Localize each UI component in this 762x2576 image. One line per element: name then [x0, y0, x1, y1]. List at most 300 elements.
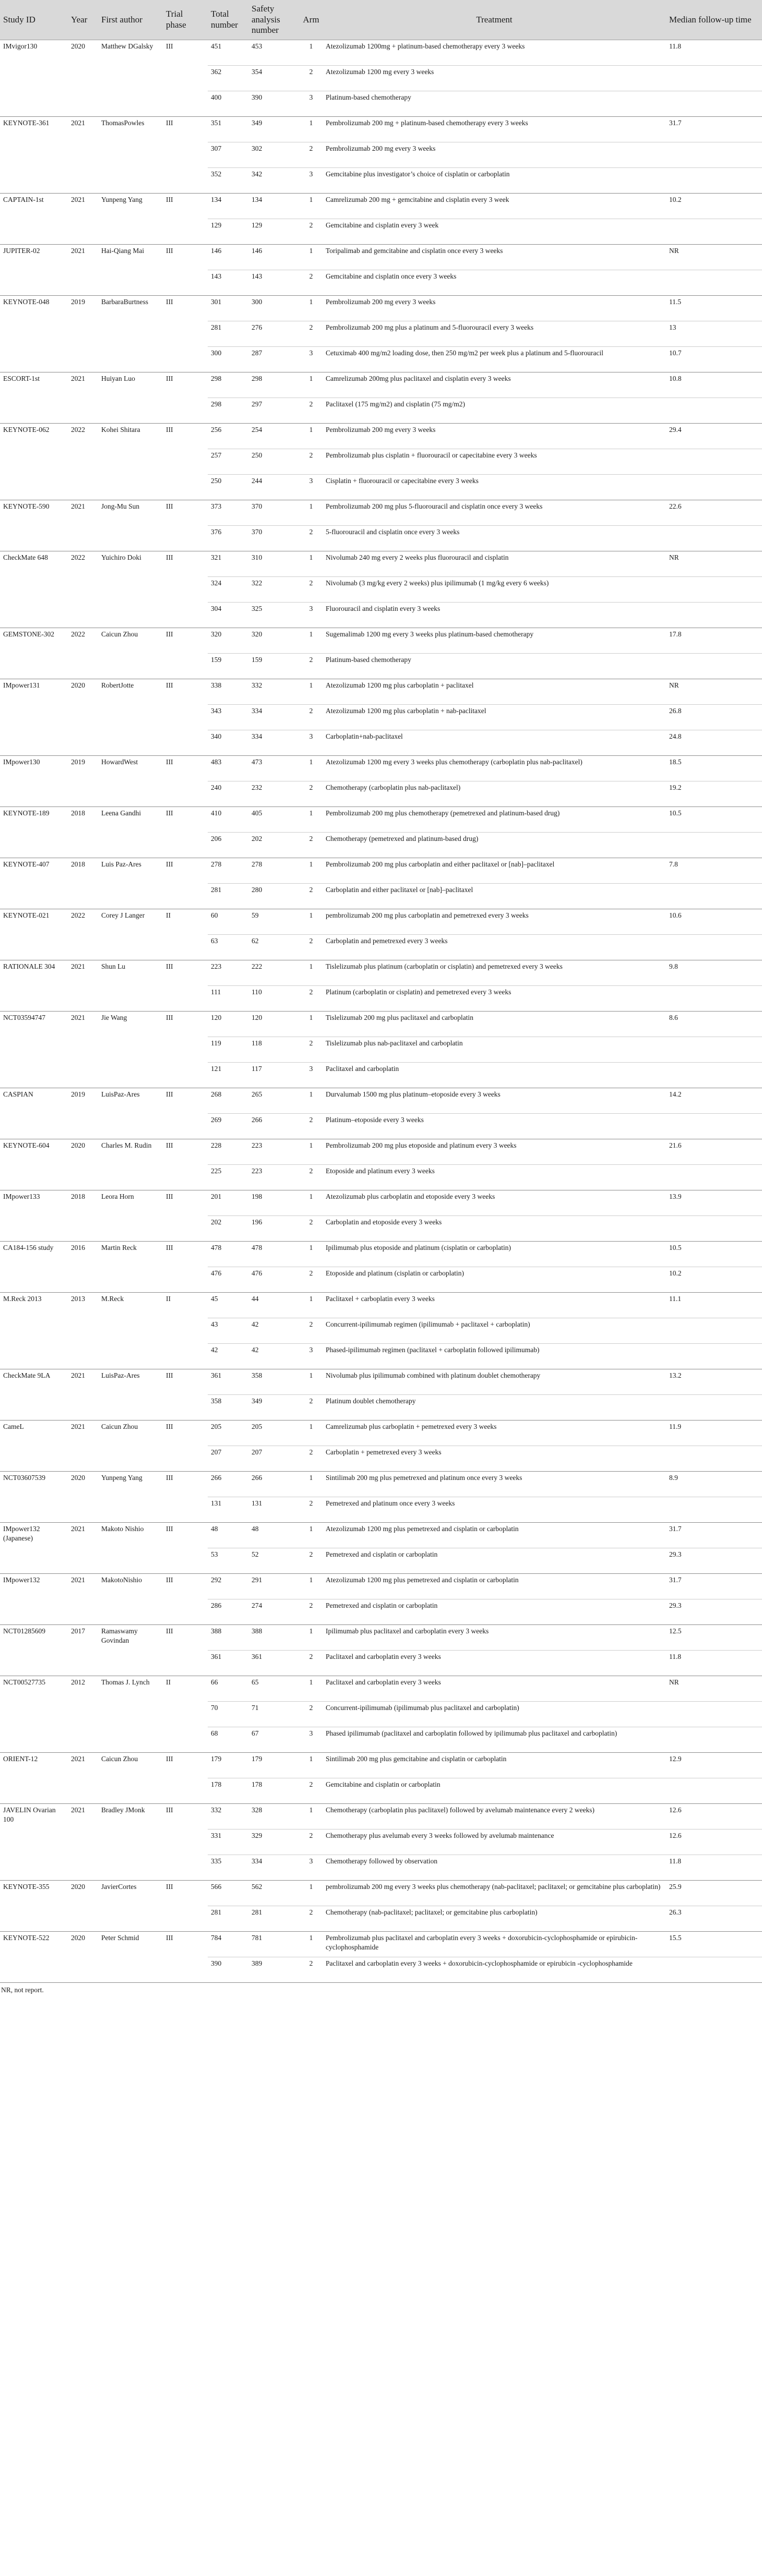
- cell-first-author: [98, 1829, 163, 1855]
- cell-safety-number: 280: [248, 884, 300, 909]
- cell-follow-up: 10.5: [666, 807, 762, 833]
- cell-trial-phase: III: [163, 1472, 208, 1497]
- table-row: [0, 1548, 762, 1574]
- cell-trial-phase: [163, 219, 208, 245]
- cell-total-number: 68: [208, 1727, 248, 1753]
- cell-total-number: 228: [208, 1139, 248, 1165]
- cell-trial-phase: [163, 1318, 208, 1344]
- table-row: [0, 1753, 762, 1778]
- cell-safety-number: 332: [248, 679, 300, 705]
- cell-first-author: MakotoNishio: [98, 1574, 163, 1599]
- cell-total-number: 352: [208, 168, 248, 194]
- cell-treatment: Atezolizumab plus carboplatin and etoposide every 3 weeks: [323, 1190, 666, 1216]
- cell-year: [68, 1651, 98, 1676]
- cell-treatment: Paclitaxel and carboplatin: [323, 1063, 666, 1088]
- cell-first-author: M.Reck: [98, 1293, 163, 1318]
- cell-first-author: Ramaswamy Govindan: [98, 1625, 163, 1651]
- cell-arm: 1: [300, 858, 323, 884]
- cell-safety-number: 196: [248, 1216, 300, 1242]
- cell-first-author: ThomasPowles: [98, 117, 163, 142]
- cell-arm: 1: [300, 1625, 323, 1651]
- cell-first-author: [98, 398, 163, 424]
- cell-total-number: 338: [208, 679, 248, 705]
- cell-trial-phase: III: [163, 1421, 208, 1446]
- cell-year: 2021: [68, 960, 98, 986]
- cell-treatment: Pemetrexed and cisplatin or carboplatin: [323, 1548, 666, 1574]
- cell-trial-phase: III: [163, 40, 208, 66]
- cell-total-number: 256: [208, 424, 248, 449]
- cell-safety-number: 370: [248, 526, 300, 551]
- table-row: [0, 781, 762, 807]
- cell-treatment: Atezolizumab 1200 mg plus carboplatin + nab-paclitaxel: [323, 705, 666, 730]
- cell-follow-up: [666, 1957, 762, 1983]
- table-row: [0, 526, 762, 551]
- cell-arm: 2: [300, 1114, 323, 1139]
- cell-treatment: Chemotherapy plus avelumab every 3 weeks followed by avelumab maintenance: [323, 1829, 666, 1855]
- cell-trial-phase: III: [163, 858, 208, 884]
- table-row: [0, 66, 762, 91]
- cell-study-id: [0, 1344, 68, 1369]
- cell-total-number: 361: [208, 1369, 248, 1395]
- cell-total-number: 143: [208, 270, 248, 296]
- cell-trial-phase: [163, 142, 208, 168]
- cell-safety-number: 476: [248, 1267, 300, 1293]
- cell-total-number: 266: [208, 1472, 248, 1497]
- cell-first-author: Yunpeng Yang: [98, 194, 163, 219]
- cell-treatment: Phased ipilimumab (paclitaxel and carboplatin followed by ipilimumab plus paclitaxel and carboplatin): [323, 1727, 666, 1753]
- cell-arm: 2: [300, 1216, 323, 1242]
- cell-follow-up: 12.6: [666, 1804, 762, 1829]
- cell-safety-number: 44: [248, 1293, 300, 1318]
- cell-first-author: [98, 1548, 163, 1574]
- cell-follow-up: [666, 91, 762, 117]
- table-row: [0, 1855, 762, 1881]
- cell-trial-phase: [163, 449, 208, 475]
- cell-total-number: 321: [208, 551, 248, 577]
- cell-safety-number: 478: [248, 1242, 300, 1267]
- cell-safety-number: 322: [248, 577, 300, 603]
- cell-total-number: 146: [208, 245, 248, 270]
- cell-arm: 1: [300, 500, 323, 526]
- cell-first-author: [98, 347, 163, 372]
- cell-safety-number: 297: [248, 398, 300, 424]
- cell-trial-phase: III: [163, 1088, 208, 1114]
- cell-follow-up: 21.6: [666, 1139, 762, 1165]
- cell-arm: 1: [300, 40, 323, 66]
- cell-arm: 2: [300, 219, 323, 245]
- cell-trial-phase: [163, 1651, 208, 1676]
- cell-safety-number: 265: [248, 1088, 300, 1114]
- header-first-author: First author: [98, 0, 163, 40]
- cell-trial-phase: [163, 1165, 208, 1190]
- cell-first-author: [98, 1957, 163, 1983]
- cell-arm: 2: [300, 1957, 323, 1983]
- cell-safety-number: 453: [248, 40, 300, 66]
- cell-treatment: Paclitaxel and carboplatin every 3 weeks + doxorubicin-cyclophosphamide or epirubicin -cyclophosphamide: [323, 1957, 666, 1983]
- table-row: [0, 1421, 762, 1446]
- cell-treatment: Sintilimab 200 mg plus gemcitabine and cisplatin or carboplatin: [323, 1753, 666, 1778]
- cell-first-author: BarbaraBurtness: [98, 296, 163, 321]
- cell-first-author: [98, 168, 163, 194]
- cell-treatment: Camrelizumab 200mg plus paclitaxel and cisplatin every 3 weeks: [323, 372, 666, 398]
- cell-year: [68, 705, 98, 730]
- cell-treatment: Camrelizumab 200 mg + gemcitabine and cisplatin every 3 week: [323, 194, 666, 219]
- cell-trial-phase: [163, 1063, 208, 1088]
- cell-study-id: [0, 1446, 68, 1472]
- header-arm: Arm: [300, 0, 323, 40]
- cell-year: [68, 1497, 98, 1523]
- cell-arm: 1: [300, 1881, 323, 1906]
- cell-arm: 1: [300, 1676, 323, 1702]
- cell-first-author: [98, 1651, 163, 1676]
- cell-study-id: [0, 1778, 68, 1804]
- cell-treatment: Carboplatin and etoposide every 3 weeks: [323, 1216, 666, 1242]
- table-row: [0, 603, 762, 628]
- cell-year: [68, 168, 98, 194]
- cell-trial-phase: III: [163, 1242, 208, 1267]
- cell-follow-up: [666, 833, 762, 858]
- cell-study-id: KEYNOTE-062: [0, 424, 68, 449]
- cell-follow-up: 8.6: [666, 1012, 762, 1037]
- table-row: [0, 1625, 762, 1651]
- cell-treatment: Phased-ipilimumab regimen (paclitaxel + carboplatin followed ipilimumab): [323, 1344, 666, 1369]
- cell-safety-number: 281: [248, 1906, 300, 1932]
- cell-study-id: [0, 321, 68, 347]
- cell-year: [68, 1855, 98, 1881]
- cell-safety-number: 274: [248, 1599, 300, 1625]
- cell-treatment: Tislelizumab 200 mg plus paclitaxel and carboplatin: [323, 1012, 666, 1037]
- cell-study-id: [0, 1957, 68, 1983]
- header-median-follow-up: Median follow-up time: [666, 0, 762, 40]
- cell-year: [68, 1727, 98, 1753]
- header-year: Year: [68, 0, 98, 40]
- table-row: [0, 833, 762, 858]
- cell-year: [68, 219, 98, 245]
- cell-year: [68, 730, 98, 756]
- cell-study-id: [0, 1063, 68, 1088]
- cell-total-number: 281: [208, 1906, 248, 1932]
- cell-year: 2022: [68, 909, 98, 935]
- cell-follow-up: [666, 1063, 762, 1088]
- cell-first-author: [98, 270, 163, 296]
- table-body: [0, 40, 762, 1983]
- cell-study-id: CheckMate 648: [0, 551, 68, 577]
- cell-total-number: 300: [208, 347, 248, 372]
- cell-first-author: Peter Schmid: [98, 1932, 163, 1957]
- cell-arm: 1: [300, 1139, 323, 1165]
- cell-arm: 2: [300, 577, 323, 603]
- cell-study-id: KEYNOTE-590: [0, 500, 68, 526]
- cell-first-author: [98, 1114, 163, 1139]
- cell-year: [68, 1267, 98, 1293]
- cell-trial-phase: III: [163, 424, 208, 449]
- cell-safety-number: 325: [248, 603, 300, 628]
- cell-trial-phase: [163, 1727, 208, 1753]
- cell-follow-up: NR: [666, 551, 762, 577]
- cell-year: [68, 526, 98, 551]
- cell-safety-number: 146: [248, 245, 300, 270]
- cell-year: [68, 1957, 98, 1983]
- cell-study-id: [0, 654, 68, 679]
- cell-follow-up: 10.5: [666, 1242, 762, 1267]
- cell-study-id: CheckMate 9LA: [0, 1369, 68, 1395]
- table-row: [0, 1012, 762, 1037]
- cell-trial-phase: III: [163, 1804, 208, 1829]
- cell-first-author: [98, 1063, 163, 1088]
- cell-treatment: Concurrent-ipilimumab (ipilimumab plus paclitaxel and carboplatin): [323, 1702, 666, 1727]
- cell-follow-up: [666, 219, 762, 245]
- cell-total-number: 324: [208, 577, 248, 603]
- cell-total-number: 240: [208, 781, 248, 807]
- cell-first-author: Leora Horn: [98, 1190, 163, 1216]
- cell-study-id: [0, 168, 68, 194]
- cell-trial-phase: [163, 321, 208, 347]
- cell-arm: 3: [300, 91, 323, 117]
- table-row: [0, 398, 762, 424]
- cell-arm: 2: [300, 526, 323, 551]
- cell-treatment: Nivolumab (3 mg/kg every 2 weeks) plus ipilimumab (1 mg/kg every 6 weeks): [323, 577, 666, 603]
- cell-trial-phase: III: [163, 756, 208, 781]
- cell-total-number: 111: [208, 986, 248, 1012]
- cell-safety-number: 349: [248, 1395, 300, 1421]
- cell-trial-phase: III: [163, 245, 208, 270]
- cell-arm: 1: [300, 551, 323, 577]
- cell-trial-phase: [163, 833, 208, 858]
- cell-first-author: [98, 1497, 163, 1523]
- cell-treatment: Pembrolizumab 200 mg every 3 weeks: [323, 296, 666, 321]
- cell-treatment: Pembrolizumab 200 mg every 3 weeks: [323, 142, 666, 168]
- table-row: [0, 1242, 762, 1267]
- cell-safety-number: 334: [248, 705, 300, 730]
- cell-study-id: [0, 66, 68, 91]
- cell-year: [68, 1599, 98, 1625]
- cell-safety-number: 302: [248, 142, 300, 168]
- cell-study-id: [0, 398, 68, 424]
- cell-safety-number: 118: [248, 1037, 300, 1063]
- header-study-id: Study ID: [0, 0, 68, 40]
- cell-first-author: Huiyan Luo: [98, 372, 163, 398]
- cell-arm: 1: [300, 372, 323, 398]
- cell-safety-number: 328: [248, 1804, 300, 1829]
- cell-trial-phase: [163, 398, 208, 424]
- cell-trial-phase: [163, 986, 208, 1012]
- cell-treatment: Platinum-based chemotherapy: [323, 654, 666, 679]
- cell-safety-number: 310: [248, 551, 300, 577]
- table-row: [0, 1344, 762, 1369]
- cell-total-number: 129: [208, 219, 248, 245]
- cell-total-number: 358: [208, 1395, 248, 1421]
- cell-safety-number: 562: [248, 1881, 300, 1906]
- cell-follow-up: 12.9: [666, 1753, 762, 1778]
- cell-total-number: 120: [208, 1012, 248, 1037]
- cell-study-id: [0, 142, 68, 168]
- cell-study-id: [0, 1497, 68, 1523]
- table-row: [0, 347, 762, 372]
- cell-total-number: 42: [208, 1344, 248, 1369]
- cell-study-id: IMvigor130: [0, 40, 68, 66]
- cell-year: [68, 475, 98, 500]
- cell-treatment: Ipilimumab plus etoposide and platinum (cisplatin or carboplatin): [323, 1242, 666, 1267]
- cell-total-number: 206: [208, 833, 248, 858]
- cell-trial-phase: III: [163, 117, 208, 142]
- cell-total-number: 335: [208, 1855, 248, 1881]
- cell-year: [68, 603, 98, 628]
- cell-total-number: 476: [208, 1267, 248, 1293]
- cell-follow-up: [666, 1395, 762, 1421]
- cell-follow-up: [666, 1778, 762, 1804]
- cell-follow-up: [666, 577, 762, 603]
- table-row: [0, 1829, 762, 1855]
- cell-total-number: 281: [208, 321, 248, 347]
- table-row: [0, 219, 762, 245]
- cell-treatment: Nivolumab 240 mg every 2 weeks plus fluorouracil and cisplatin: [323, 551, 666, 577]
- cell-treatment: Carboplatin+nab-paclitaxel: [323, 730, 666, 756]
- cell-treatment: Sintilimab 200 mg plus pemetrexed and platinum once every 3 weeks: [323, 1472, 666, 1497]
- cell-trial-phase: II: [163, 1293, 208, 1318]
- cell-study-id: IMpower132: [0, 1574, 68, 1599]
- table-row: [0, 194, 762, 219]
- cell-safety-number: 276: [248, 321, 300, 347]
- cell-arm: 1: [300, 960, 323, 986]
- cell-arm: 1: [300, 1574, 323, 1599]
- header-safety-number: Safety analysis number: [248, 0, 300, 40]
- table-row: [0, 1293, 762, 1318]
- cell-year: [68, 986, 98, 1012]
- cell-follow-up: 11.8: [666, 1651, 762, 1676]
- cell-study-id: KEYNOTE-048: [0, 296, 68, 321]
- cell-study-id: GEMSTONE-302: [0, 628, 68, 654]
- cell-follow-up: [666, 884, 762, 909]
- cell-treatment: Chemotherapy (carboplatin plus nab-paclitaxel): [323, 781, 666, 807]
- cell-treatment: Platinum (carboplatin or cisplatin) and pemetrexed every 3 weeks: [323, 986, 666, 1012]
- cell-arm: 2: [300, 1829, 323, 1855]
- cell-total-number: 53: [208, 1548, 248, 1574]
- cell-first-author: [98, 884, 163, 909]
- cell-treatment: Concurrent-ipilimumab regimen (ipilimumab + paclitaxel + carboplatin): [323, 1318, 666, 1344]
- cell-treatment: Pembrolizumab plus paclitaxel and carboplatin every 3 weeks + doxorubicin-cyclophosphamide or epirubicin-cyclophosphamide: [323, 1932, 666, 1957]
- cell-treatment: Pembrolizumab 200 mg plus chemotherapy (pemetrexed and platinum-based drug): [323, 807, 666, 833]
- table-row: [0, 858, 762, 884]
- cell-year: 2021: [68, 245, 98, 270]
- cell-treatment: Gemcitabine plus investigator’s choice of cisplatin or carboplatin: [323, 168, 666, 194]
- cell-study-id: [0, 475, 68, 500]
- cell-trial-phase: III: [163, 1753, 208, 1778]
- table-row: [0, 1088, 762, 1114]
- cell-follow-up: 31.7: [666, 1574, 762, 1599]
- cell-study-id: NCT01285609: [0, 1625, 68, 1651]
- cell-trial-phase: [163, 1855, 208, 1881]
- cell-safety-number: 244: [248, 475, 300, 500]
- cell-follow-up: 8.9: [666, 1472, 762, 1497]
- cell-first-author: Yunpeng Yang: [98, 1472, 163, 1497]
- cell-year: 2021: [68, 372, 98, 398]
- cell-treatment: Pembrolizumab 200 mg plus a platinum and 5-fluorouracil every 3 weeks: [323, 321, 666, 347]
- cell-trial-phase: III: [163, 194, 208, 219]
- cell-follow-up: 17.8: [666, 628, 762, 654]
- cell-arm: 1: [300, 1088, 323, 1114]
- cell-safety-number: 198: [248, 1190, 300, 1216]
- cell-first-author: [98, 577, 163, 603]
- cell-year: 2020: [68, 1932, 98, 1957]
- cell-follow-up: 12.6: [666, 1829, 762, 1855]
- cell-follow-up: 31.7: [666, 117, 762, 142]
- cell-follow-up: 12.5: [666, 1625, 762, 1651]
- cell-safety-number: 223: [248, 1165, 300, 1190]
- cell-total-number: 281: [208, 884, 248, 909]
- cell-first-author: [98, 935, 163, 960]
- cell-first-author: Bradley JMonk: [98, 1804, 163, 1829]
- table-row: [0, 807, 762, 833]
- cell-study-id: [0, 1267, 68, 1293]
- cell-year: 2021: [68, 1421, 98, 1446]
- table-row: [0, 1497, 762, 1523]
- cell-year: [68, 347, 98, 372]
- cell-arm: 2: [300, 449, 323, 475]
- cell-arm: 1: [300, 194, 323, 219]
- cell-arm: 1: [300, 1369, 323, 1395]
- cell-trial-phase: [163, 654, 208, 679]
- cell-year: [68, 654, 98, 679]
- cell-year: 2018: [68, 1190, 98, 1216]
- cell-first-author: Kohei Shitara: [98, 424, 163, 449]
- cell-follow-up: [666, 1727, 762, 1753]
- cell-safety-number: 388: [248, 1625, 300, 1651]
- cell-arm: 2: [300, 705, 323, 730]
- cell-first-author: Caicun Zhou: [98, 1753, 163, 1778]
- cell-year: [68, 1829, 98, 1855]
- cell-treatment: Pembrolizumab 200 mg every 3 weeks: [323, 424, 666, 449]
- cell-trial-phase: III: [163, 1625, 208, 1651]
- cell-total-number: 159: [208, 654, 248, 679]
- cell-total-number: 70: [208, 1702, 248, 1727]
- cell-first-author: [98, 1267, 163, 1293]
- cell-trial-phase: [163, 1829, 208, 1855]
- cell-arm: 2: [300, 1906, 323, 1932]
- table-row: [0, 500, 762, 526]
- cell-arm: 1: [300, 909, 323, 935]
- cell-safety-number: 334: [248, 730, 300, 756]
- cell-follow-up: [666, 603, 762, 628]
- cell-first-author: [98, 1216, 163, 1242]
- cell-follow-up: [666, 654, 762, 679]
- cell-treatment: Pembrolizumab plus cisplatin + fluorouracil or capecitabine every 3 weeks: [323, 449, 666, 475]
- cell-trial-phase: [163, 1267, 208, 1293]
- cell-study-id: IMpower132 (Japanese): [0, 1523, 68, 1548]
- cell-study-id: CAPTAIN-1st: [0, 194, 68, 219]
- table-row: [0, 1369, 762, 1395]
- cell-first-author: Corey J Langer: [98, 909, 163, 935]
- cell-arm: 1: [300, 1932, 323, 1957]
- cell-year: 2022: [68, 551, 98, 577]
- cell-safety-number: 266: [248, 1472, 300, 1497]
- cell-study-id: KEYNOTE-189: [0, 807, 68, 833]
- cell-trial-phase: [163, 781, 208, 807]
- table-row: [0, 909, 762, 935]
- cell-treatment: Paclitaxel and carboplatin every 3 weeks: [323, 1676, 666, 1702]
- cell-arm: 2: [300, 142, 323, 168]
- cell-first-author: [98, 142, 163, 168]
- cell-follow-up: 29.4: [666, 424, 762, 449]
- cell-follow-up: [666, 142, 762, 168]
- table-row: [0, 1139, 762, 1165]
- cell-safety-number: 159: [248, 654, 300, 679]
- cell-study-id: [0, 1216, 68, 1242]
- cell-arm: 2: [300, 1778, 323, 1804]
- cell-follow-up: 11.8: [666, 1855, 762, 1881]
- cell-first-author: [98, 1318, 163, 1344]
- cell-trial-phase: [163, 168, 208, 194]
- cell-arm: 2: [300, 1446, 323, 1472]
